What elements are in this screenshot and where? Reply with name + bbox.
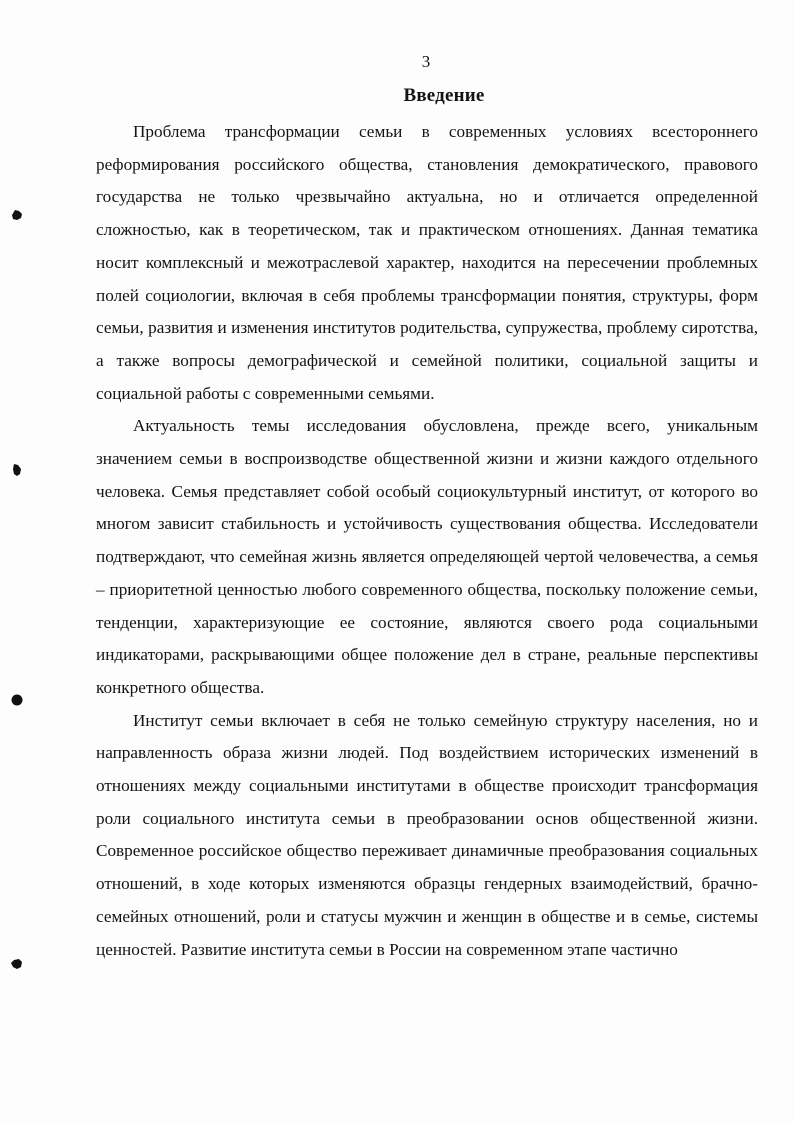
paragraph-institution: Институт семьи включает в себя не только семейную структуру населения, но и направленность образа жизни людей. Под воздействием исторических изменений в отношениях между социальными институтами в обществе происходит трансформация роли социального института семьи в преобразовании основ общественной жизни. Современное российское общество переживает динамичные преобразования социальных отношений, в ходе которых изменяются образцы гендерных взаимодействий, брачно-семейных отношений, роли и статусы мужчин и женщин в обществе и в семье, системы ценностей. Развитие института семьи в России на современном этапе частично (96, 710, 758, 959)
page-title: Введение (403, 85, 485, 106)
punch-hole-mark (10, 693, 24, 707)
page-number: 3 (421, 52, 431, 71)
punch-hole-mark (10, 463, 24, 477)
paragraph-intro: Проблема трансформации семьи в современных условиях всестороннего реформирования российского общества, становления демократического, правового государства не только чрезвычайно актуальна, но и отличается определенной сложностью, как в теоретическом, так и практическом отношениях. Данная тематика носит комплексный и межотраслевой характер, находится на пересечении проблемных полей социологии, включая в себя проблемы трансформации понятия, структуры, форм семьи, развития и изменения институтов родительства, супружества, проблему сиротства, а также вопросы демографической и семейной политики, социальной защиты и социальной работы с современными семьями. (96, 122, 758, 403)
punch-hole-mark (10, 957, 24, 971)
punch-hole-mark (10, 208, 24, 222)
paragraph-relevance: Актуальность темы исследования обусловлена, прежде всего, уникальным значением семьи в воспроизводстве общественной жизни и жизни каждого отдельного человека. Семья представляет собой особый социокультурный институт, от которого во многом зависит стабильность и устойчивость существования общества. Исследователи подтверждают, что семейная жизнь является определяющей чертой человечества, а семья – приоритетной ценностью любого современного общества, поскольку положение семьи, тенденции, характеризующие ее состояние, являются своего рода социальными индикаторами, раскрывающими общее положение дел в стране, реальные перспективы конкретного общества. (96, 416, 758, 697)
body-text (96, 116, 758, 966)
